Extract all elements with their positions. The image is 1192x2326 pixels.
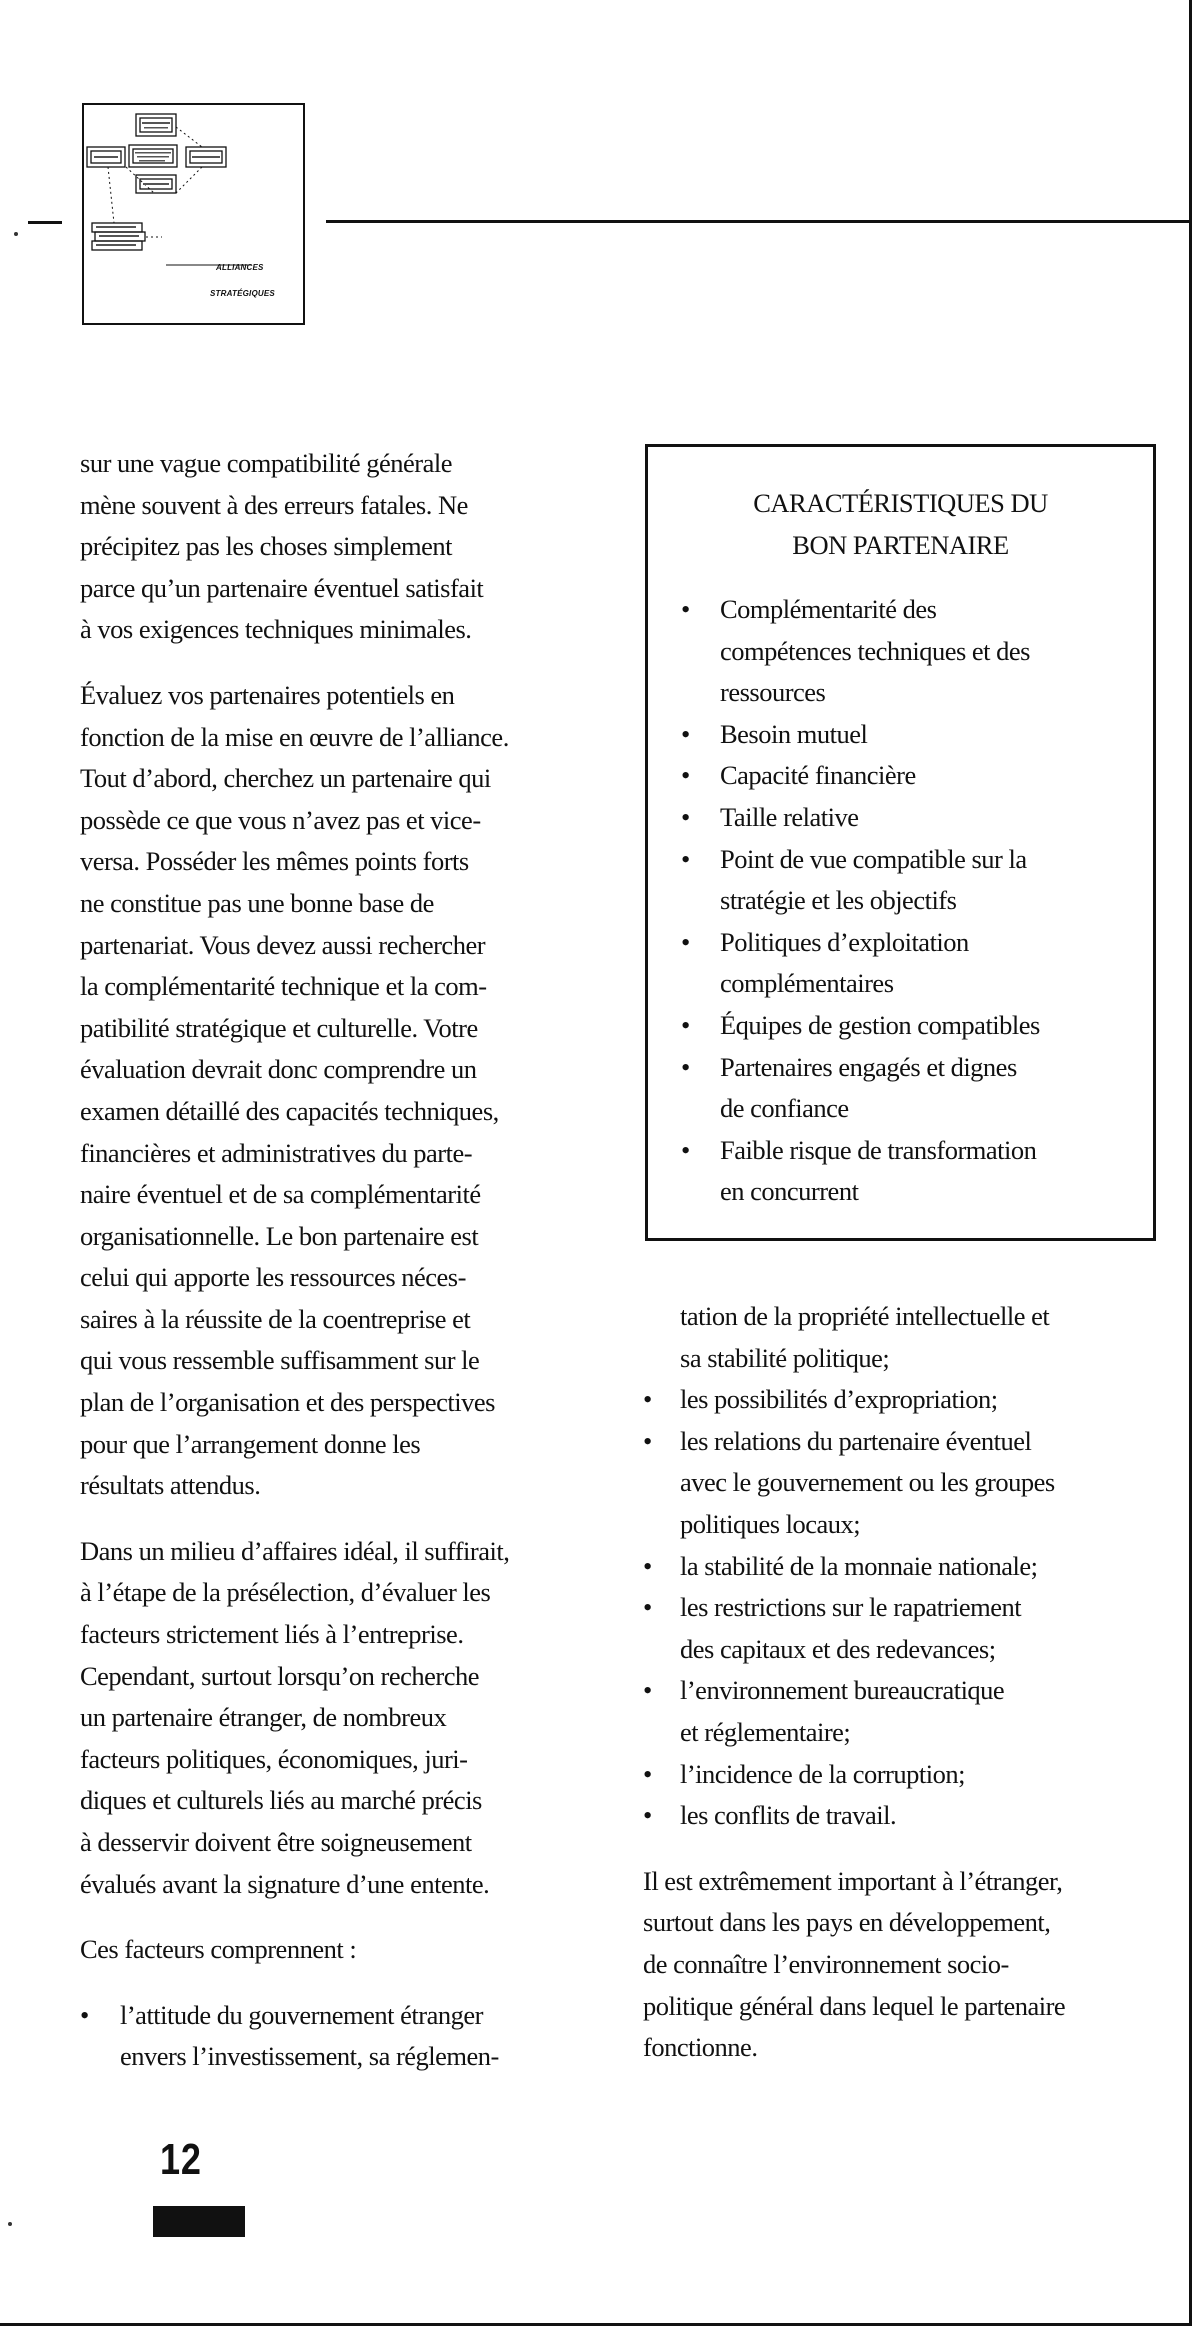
text-line: Politiques d’exploitation <box>720 926 969 957</box>
text-line: évaluation devrait donc comprendre un <box>80 1054 477 1085</box>
bullet-icon: • <box>643 1675 652 1706</box>
text-line: Faible risque de transformation <box>720 1134 1037 1165</box>
list-item <box>681 714 1131 756</box>
margin-tick <box>28 221 62 224</box>
bullet-icon: • <box>643 1758 652 1789</box>
text-line: financières et administratives du parte- <box>80 1137 473 1168</box>
text-line: celui qui apporte les ressources néces- <box>80 1262 466 1293</box>
bullet-icon: • <box>643 1550 652 1581</box>
scan-speck <box>8 2222 12 2226</box>
text-line: versa. Posséder les mêmes points forts <box>80 846 469 877</box>
paragraph <box>80 443 580 651</box>
text-line: qui vous ressemble suffisamment sur le <box>80 1345 480 1376</box>
text-line: les relations du partenaire éventuel <box>680 1425 1032 1456</box>
list-item <box>643 1587 1153 1670</box>
text-line: l’attitude du gouvernement étranger <box>120 1999 483 2030</box>
bullet-icon: • <box>681 718 690 749</box>
text-line: Tout d’abord, cherchez un partenaire qui <box>80 763 491 794</box>
text-line: patibilité stratégique et culturelle. Votre <box>80 1012 478 1043</box>
callout-box <box>645 444 1156 1241</box>
text-line: sa stabilité politique; <box>680 1342 890 1373</box>
list-item <box>681 797 1131 839</box>
text-line: ressources <box>720 677 826 708</box>
text-line: l’incidence de la corruption; <box>680 1758 965 1789</box>
text-line: facteurs politiques, économiques, juri- <box>80 1743 468 1774</box>
paragraph <box>80 675 580 1507</box>
bullet-icon: • <box>643 1384 652 1415</box>
text-line: avec le gouvernement ou les groupes <box>680 1467 1055 1498</box>
text-line: naire éventuel et de sa complémentarité <box>80 1179 481 1210</box>
bullet-icon: • <box>643 1800 652 1831</box>
text-line: de connaître l’environnement socio- <box>643 1948 1009 1979</box>
left-column <box>80 443 580 2078</box>
list-item <box>643 1795 1153 1837</box>
text-line: diques et culturels liés au marché précis <box>80 1785 482 1816</box>
text-line: Cependant, surtout lorsqu’on recherche <box>80 1660 479 1691</box>
text-line: ne constitue pas une bonne base de <box>80 887 434 918</box>
list-item <box>643 1379 1153 1421</box>
text-line: évalués avant la signature d’une entente. <box>80 1868 490 1899</box>
text-line: les possibilités d’expropriation; <box>680 1384 998 1415</box>
text-line: facteurs strictement liés à l’entreprise. <box>80 1619 464 1650</box>
list-item <box>643 1421 1153 1546</box>
text-line: politique général dans lequel le partenaire <box>643 1990 1066 2021</box>
text-line: des capitaux et des redevances; <box>680 1633 996 1664</box>
text-line: possède ce que vous n’avez pas et vice- <box>80 804 481 835</box>
text-line: Évaluez vos partenaires potentiels en <box>80 679 455 710</box>
list-item <box>681 922 1131 1005</box>
text-line: envers l’investissement, sa réglemen- <box>120 2041 499 2072</box>
text-line: résultats attendus. <box>80 1470 261 1501</box>
text-line: à desservir doivent être soigneusement <box>80 1827 472 1857</box>
list-item <box>80 1995 580 2078</box>
text-line: les restrictions sur le rapatriement <box>680 1592 1022 1623</box>
text-line: partenariat. Vous devez aussi rechercher <box>80 929 486 960</box>
text-line: Point de vue compatible sur la <box>720 843 1027 874</box>
bullet-icon: • <box>681 594 690 624</box>
text-line: surtout dans les pays en développement, <box>643 1907 1051 1938</box>
text-line: Taille relative <box>720 801 859 832</box>
bullet-icon: • <box>681 1051 690 1082</box>
text-line: Équipes de gestion compatibles <box>720 1009 1040 1040</box>
text-line: compétences techniques et des <box>720 635 1030 666</box>
text-line: Dans un milieu d’affaires idéal, il suffirait, <box>80 1535 510 1566</box>
text-line: précipitez pas les choses simplement <box>80 531 453 562</box>
page-number-bar <box>153 2206 245 2237</box>
list-item <box>643 1546 1153 1588</box>
text-line: parce qu’un partenaire éventuel satisfait <box>80 572 484 603</box>
text-line: fonctionne. <box>643 2032 758 2063</box>
bullet-icon: • <box>643 1592 652 1623</box>
text-line: Complémentarité des <box>720 594 937 624</box>
text-line: à vos exigences techniques minimales. <box>80 614 472 645</box>
text-line: un partenaire étranger, de nombreux <box>80 1702 447 1733</box>
text-line: politiques locaux; <box>680 1508 861 1539</box>
bullet-icon: • <box>643 1425 652 1456</box>
text-line: mène souvent à des erreurs fatales. Ne <box>80 489 468 520</box>
page-number: 12 <box>160 2135 202 2184</box>
text-line: l’environnement bureaucratique <box>680 1675 1005 1706</box>
text-line: et réglementaire; <box>680 1716 851 1747</box>
text-line: en concurrent <box>720 1176 859 1207</box>
callout-title <box>648 483 1153 566</box>
text-line: de confiance <box>720 1093 849 1124</box>
continuation-block <box>643 1296 1153 1379</box>
right-column <box>643 1296 1153 2069</box>
text-line: sur une vague compatibilité générale <box>80 448 452 478</box>
list-item <box>681 839 1131 922</box>
bullet-icon: • <box>681 801 690 832</box>
text-line: la complémentarité technique et la com- <box>80 971 487 1002</box>
text-line: saires à la réussite de la coentreprise et <box>80 1303 471 1334</box>
callout-title-line: CARACTÉRISTIQUES DU <box>753 488 1048 518</box>
logo-title-line2: STRATÉGIQUES <box>210 289 275 298</box>
bullet-icon: • <box>681 926 690 957</box>
callout-list <box>681 589 1131 1213</box>
text-line: Ces facteurs comprennent : <box>80 1934 357 1965</box>
paragraph <box>80 1929 580 1971</box>
bullet-icon: • <box>80 1999 89 2030</box>
text-line: la stabilité de la monnaie nationale; <box>680 1550 1038 1581</box>
header-rule <box>326 220 1192 223</box>
text-line: Partenaires engagés et dignes <box>720 1051 1017 1082</box>
callout-title-line: BON PARTENAIRE <box>792 529 1009 560</box>
bullet-icon: • <box>681 843 690 874</box>
list-item <box>681 1005 1131 1047</box>
list-item <box>681 1130 1131 1213</box>
text-line: complémentaires <box>720 968 894 999</box>
bullet-icon: • <box>681 1134 690 1165</box>
list-item <box>681 1047 1131 1130</box>
paragraph <box>643 1861 1153 2069</box>
list-item <box>681 589 1131 714</box>
scan-speck <box>14 232 18 236</box>
text-line: Il est extrêmement important à l’étranger, <box>643 1865 1063 1896</box>
text-line: Capacité financière <box>720 760 916 791</box>
bullet-icon: • <box>681 1009 690 1040</box>
bullet-icon: • <box>681 760 690 791</box>
text-line: tation de la propriété intellectuelle et <box>680 1301 1050 1331</box>
list-item <box>643 1754 1153 1796</box>
text-line: organisationnelle. Le bon partenaire est <box>80 1220 479 1251</box>
text-line: pour que l’arrangement donne les <box>80 1428 421 1459</box>
paragraph <box>80 1531 580 1905</box>
text-line: plan de l’organisation et des perspectives <box>80 1387 495 1418</box>
text-line: les conflits de travail. <box>680 1800 897 1831</box>
text-line: à l’étape de la présélection, d’évaluer les <box>80 1577 491 1608</box>
text-line: fonction de la mise en œuvre de l’alliance. <box>80 721 509 752</box>
text-line: stratégie et les objectifs <box>720 885 957 916</box>
text-line: examen détaillé des capacités techniques, <box>80 1095 499 1126</box>
logo-title-line1: ALLIANCES <box>216 263 264 272</box>
list-item <box>681 755 1131 797</box>
text-line: Besoin mutuel <box>720 718 868 749</box>
list-item <box>643 1670 1153 1753</box>
alliances-logo <box>82 103 305 325</box>
